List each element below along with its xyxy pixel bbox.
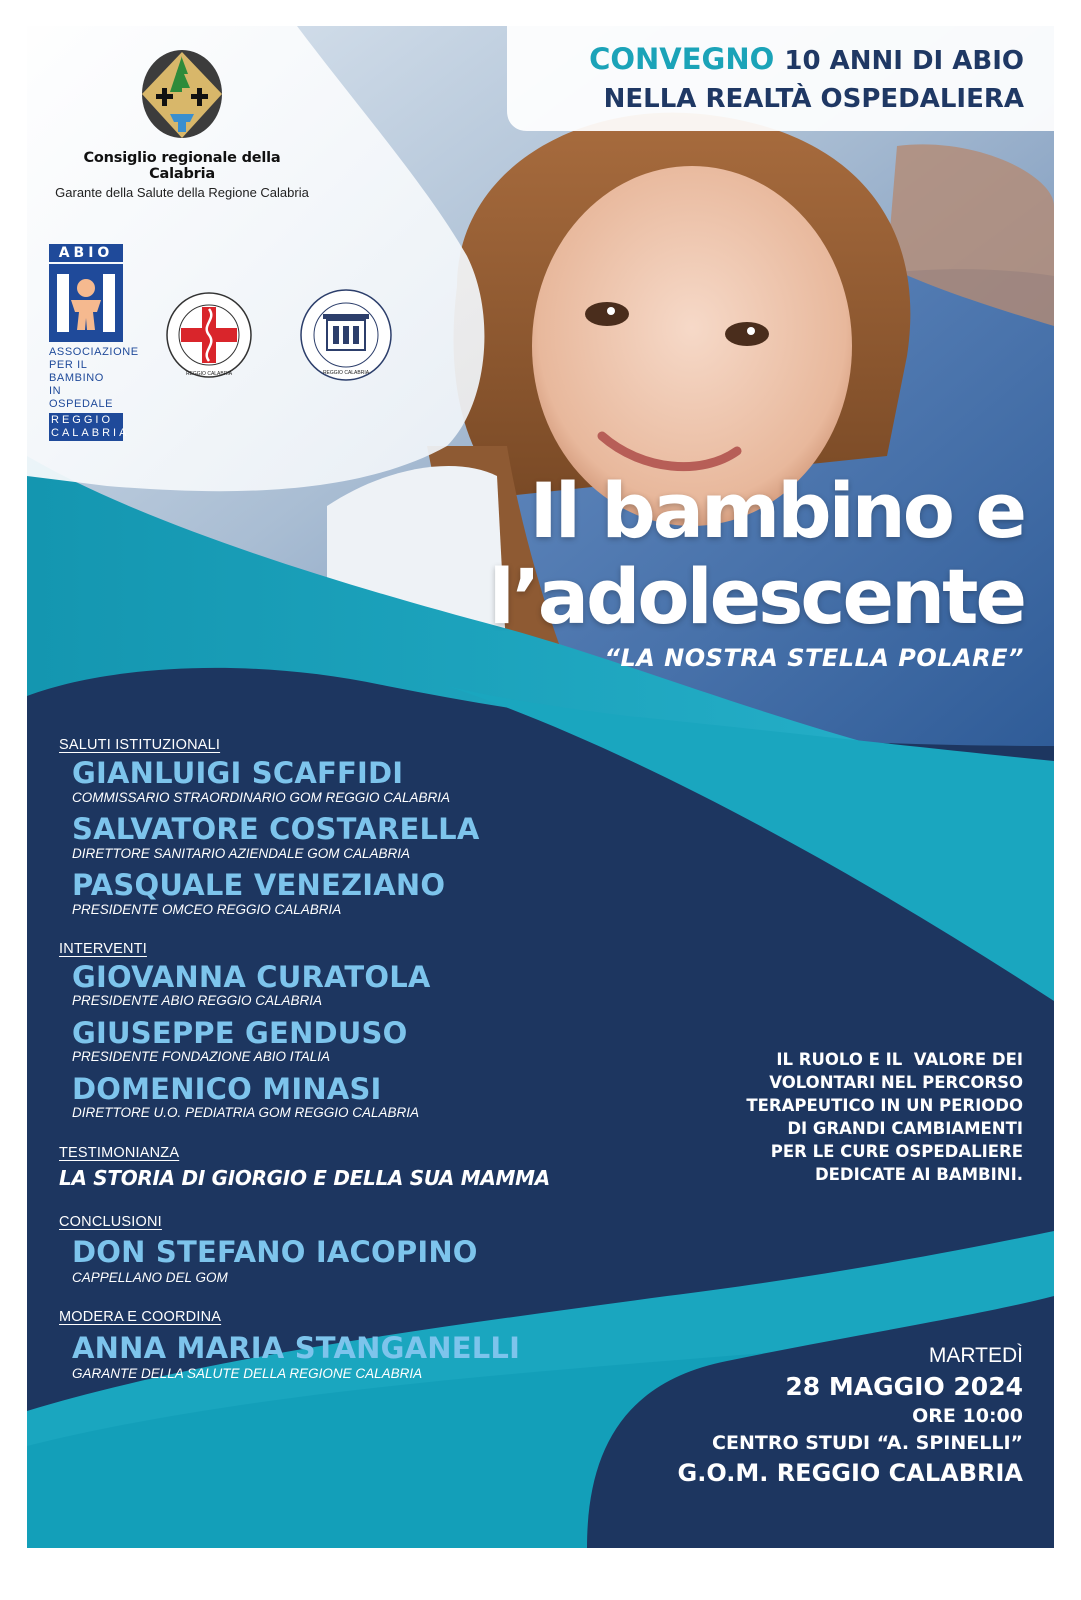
omceo-cross-icon — [165, 291, 253, 379]
speaker-role: COMMISSARIO STRAORDINARIO GOM REGGIO CALABRIA — [72, 790, 451, 805]
speaker-name: GIOVANNA CURATOLA — [72, 960, 431, 994]
council-block — [49, 150, 315, 200]
speaker-name: DON STEFANO IACOPINO — [72, 1235, 478, 1269]
speaker-name: GIANLUIGI SCAFFIDI — [72, 756, 404, 790]
abio-line-5: CALABRIA — [51, 427, 130, 439]
calabria-coat-of-arms-icon — [140, 48, 224, 144]
header-convegno: CONVEGNO — [589, 42, 775, 76]
theme-line: PER LE CURE OSPEDALIERE — [770, 1142, 1023, 1161]
speaker-name: GIUSEPPE GENDUSO — [72, 1016, 408, 1050]
title-subtitle: “LA NOSTRA STELLA POLARE” — [604, 644, 1024, 672]
abio-logo — [49, 244, 139, 441]
section-testimonianza: TESTIMONIANZA — [59, 1145, 180, 1161]
section-modera: MODERA E COORDINA — [59, 1309, 222, 1325]
speaker-role: GARANTE DELLA SALUTE DELLA REGIONE CALABRIA — [72, 1366, 423, 1381]
event-day: MARTEDÌ — [928, 1344, 1023, 1367]
abio-line-2: PER IL BAMBINO — [49, 359, 104, 384]
theme-line: DEDICATE AI BAMBINI. — [814, 1165, 1023, 1184]
theme-line: TERAPEUTICO IN UN PERIODO — [746, 1096, 1023, 1115]
omceo-bottom-text: REGGIO CALABRIA — [185, 371, 233, 377]
theme-line: VOLONTARI NEL PERCORSO — [769, 1073, 1023, 1092]
section-interventi: INTERVENTI — [59, 941, 147, 957]
section-saluti: SALUTI ISTITUZIONALI — [59, 737, 221, 753]
speaker-name: DOMENICO MINASI — [72, 1072, 382, 1106]
title-line-1: Il bambino e — [529, 466, 1024, 555]
speaker-role: DIRETTORE U.O. PEDIATRIA GOM REGGIO CALABRIA — [72, 1105, 420, 1120]
theme-statement — [746, 1048, 1023, 1186]
abio-line-3: IN OSPEDALE — [49, 385, 114, 410]
speaker-name: SALVATORE COSTARELLA — [72, 812, 480, 846]
event-details — [678, 1341, 1023, 1489]
theme-line: DI GRANDI CAMBIAMENTI — [787, 1119, 1023, 1138]
speaker-role: DIRETTORE SANITARIO AZIENDALE GOM CALABRIA — [72, 846, 411, 861]
event-date: 28 MAGGIO 2024 — [785, 1372, 1023, 1401]
speaker-name: ANNA MARIA STANGANELLI — [72, 1331, 521, 1365]
header-line1: 10 ANNI DI ABIO — [784, 46, 1024, 76]
abio-logo-top: ABIO — [49, 244, 123, 262]
speaker-name: PASQUALE VENEZIANO — [72, 868, 446, 902]
council-name: Consiglio regionale della Calabria — [83, 150, 281, 182]
speaker-role: PRESIDENTE FONDAZIONE ABIO ITALIA — [72, 1049, 331, 1064]
event-time: ORE 10:00 — [912, 1405, 1023, 1427]
header-line2: NELLA REALTÀ OSPEDALIERA — [603, 84, 1024, 114]
gom-building-icon — [299, 288, 393, 382]
event-venue: CENTRO STUDI “A. SPINELLI” — [712, 1432, 1023, 1454]
speaker-role: PRESIDENTE ABIO REGGIO CALABRIA — [72, 993, 323, 1008]
council-subtitle: Garante della Salute della Regione Calabria — [55, 185, 309, 200]
gom-bottom-text: REGGIO CALABRIA — [322, 370, 370, 376]
header-title — [589, 40, 1024, 118]
section-conclusioni: CONCLUSIONI — [59, 1214, 162, 1230]
abio-line-4: REGGIO — [51, 414, 114, 426]
gom-logo — [299, 288, 393, 382]
speaker-role: CAPPELLANO DEL GOM — [72, 1270, 228, 1285]
testimonianza-text: LA STORIA DI GIORGIO E DELLA SUA MAMMA — [59, 1166, 550, 1190]
abio-line-1: ASSOCIAZIONE — [49, 346, 139, 358]
abio-figure-icon — [49, 264, 123, 342]
speaker-role: PRESIDENTE OMCEO REGGIO CALABRIA — [72, 902, 342, 917]
title-line-2: l’adolescente — [488, 552, 1024, 641]
theme-line: IL RUOLO E IL VALORE DEI — [776, 1050, 1023, 1069]
event-city: G.O.M. REGGIO CALABRIA — [677, 1459, 1023, 1487]
poster — [27, 26, 1054, 1548]
main-title — [489, 468, 1024, 672]
omceo-logo — [165, 291, 253, 379]
